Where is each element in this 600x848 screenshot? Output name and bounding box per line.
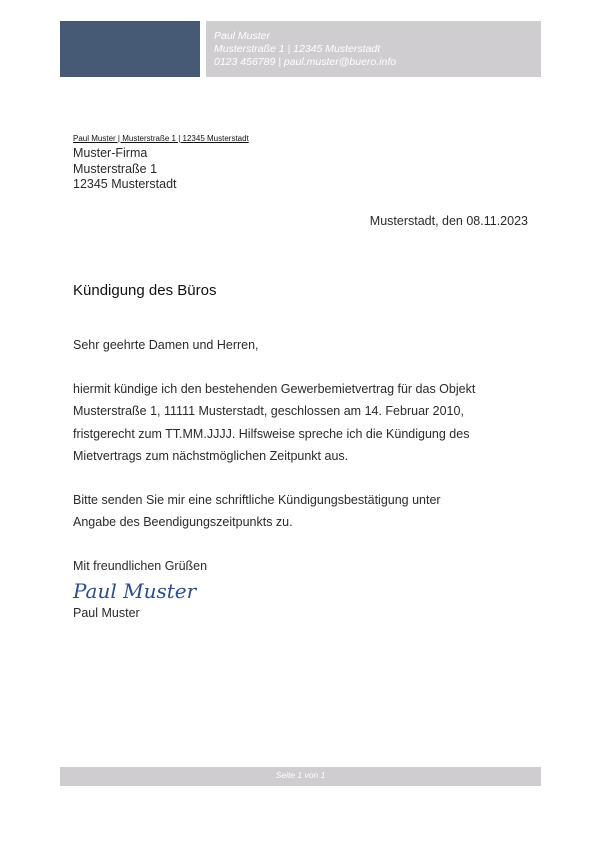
body-line: Musterstraße 1, 11111 Musterstadt, geschlossen am 14. Februar 2010, <box>73 404 464 419</box>
footer-bar <box>60 767 541 786</box>
handwritten-signature: Paul Muster <box>73 579 197 603</box>
body-paragraph-1 <box>73 378 475 467</box>
sender-return-line: Paul Muster | Musterstraße 1 | 12345 Musterstadt <box>73 134 249 143</box>
recipient-company: Muster-Firma <box>73 146 148 160</box>
recipient-city: 12345 Musterstadt <box>73 177 177 191</box>
body-line: Bitte senden Sie mir eine schriftliche Kündigungsbestätigung unter <box>73 493 441 507</box>
header-bar <box>206 21 541 77</box>
letter-date: Musterstadt, den 08.11.2023 <box>369 214 528 228</box>
header-name: Paul Muster <box>214 30 271 42</box>
body-line: hiermit kündige ich den bestehenden Gewerbemietvertrag für das Objekt <box>73 382 476 396</box>
recipient-street: Musterstraße 1 <box>73 162 158 176</box>
body-paragraph-2 <box>73 489 441 534</box>
closing: Mit freundlichen Grüßen <box>73 559 208 573</box>
header-contact: 0123 456789 | paul.muster@buero.info <box>214 56 397 68</box>
body-line: Mietvertrags zum nächstmöglichen Zeitpunkt aus. <box>73 448 349 463</box>
header-address: Musterstraße 1 | 12345 Musterstadt <box>214 43 381 55</box>
salutation: Sehr geehrte Damen und Herren, <box>73 338 259 352</box>
signer-name: Paul Muster <box>73 606 140 620</box>
header-color-block <box>60 21 200 77</box>
letter-subject: Kündigung des Büros <box>73 282 217 299</box>
page-number: Seite 1 von 1 <box>275 770 326 780</box>
body-line: fristgerecht zum TT.MM.JJJJ. Hilfsweise spreche ich die Kündigung des <box>73 426 470 441</box>
body-line: Angabe des Beendigungszeitpunkts zu. <box>73 515 293 530</box>
